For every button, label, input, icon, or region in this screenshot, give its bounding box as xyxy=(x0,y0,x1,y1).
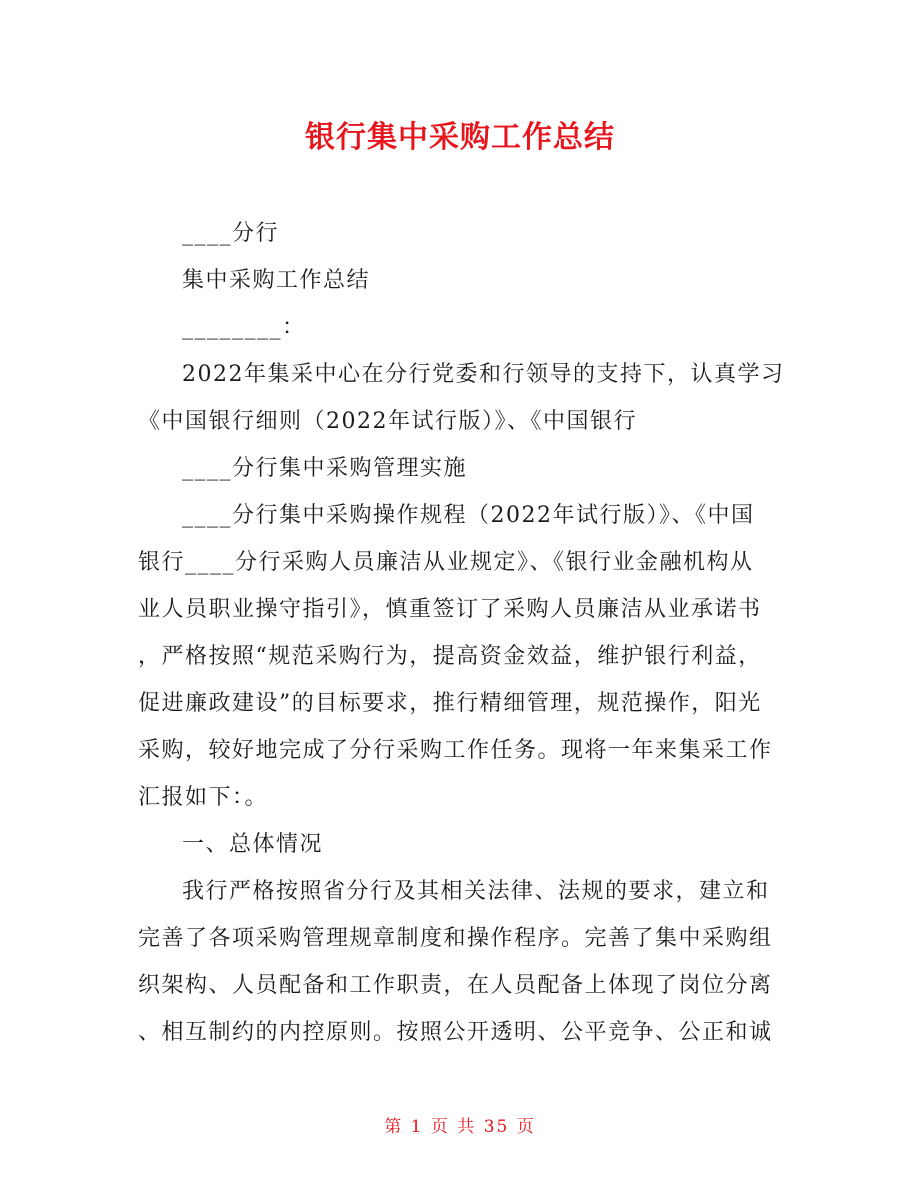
body-line: 促进廉政建设”的目标要求，推行精细管理，规范操作，阳光 xyxy=(138,691,762,716)
body-line: ____分行集中采购管理实施 xyxy=(182,456,468,481)
body-line: 采购，较好地完成了分行采购工作任务。现将一年来集采工作 xyxy=(138,738,773,763)
document-title: 银行集中采购工作总结 xyxy=(305,120,615,155)
body-line: 汇报如下：。 xyxy=(138,785,269,810)
body-line: 业人员职业操守指引》，慎重签订了采购人员廉洁从业承诺书 xyxy=(138,597,762,622)
body-line: 2022年集采中心在分行党委和行领导的支持下，认真学习 xyxy=(182,362,785,387)
body-line: 织架构、人员配备和工作职责，在人员配备上体现了岗位分离 xyxy=(138,973,773,998)
body-line: ____分行 xyxy=(182,221,280,246)
body-line: 完善了各项采购管理规章制度和操作程序。完善了集中采购组 xyxy=(138,926,773,951)
body-line: 银行____分行采购人员廉洁从业规定》、《银行业金融机构从 xyxy=(138,550,754,575)
body-line: ，严格按照“规范采购行为，提高资金效益，维护银行利益， xyxy=(138,644,762,669)
document-body xyxy=(138,210,784,1056)
page-number-footer: 第 1 页 共 35 页 xyxy=(384,1117,536,1137)
body-line: ________： xyxy=(182,315,306,340)
body-line: ____分行集中采购操作规程（2022年试行版）》、《中国 xyxy=(182,503,755,528)
body-line: 我行严格按照省分行及其相关法律、法规的要求，建立和 xyxy=(182,879,770,904)
body-line: 、相互制约的内控原则。按照公开透明、公平竞争、公正和诚 xyxy=(138,1020,773,1045)
body-line: 《中国银行细则（2022年试行版）》、《中国银行 xyxy=(138,409,637,434)
body-line: 集中采购工作总结 xyxy=(182,268,371,293)
section-heading: 一、总体情况 xyxy=(182,832,324,857)
